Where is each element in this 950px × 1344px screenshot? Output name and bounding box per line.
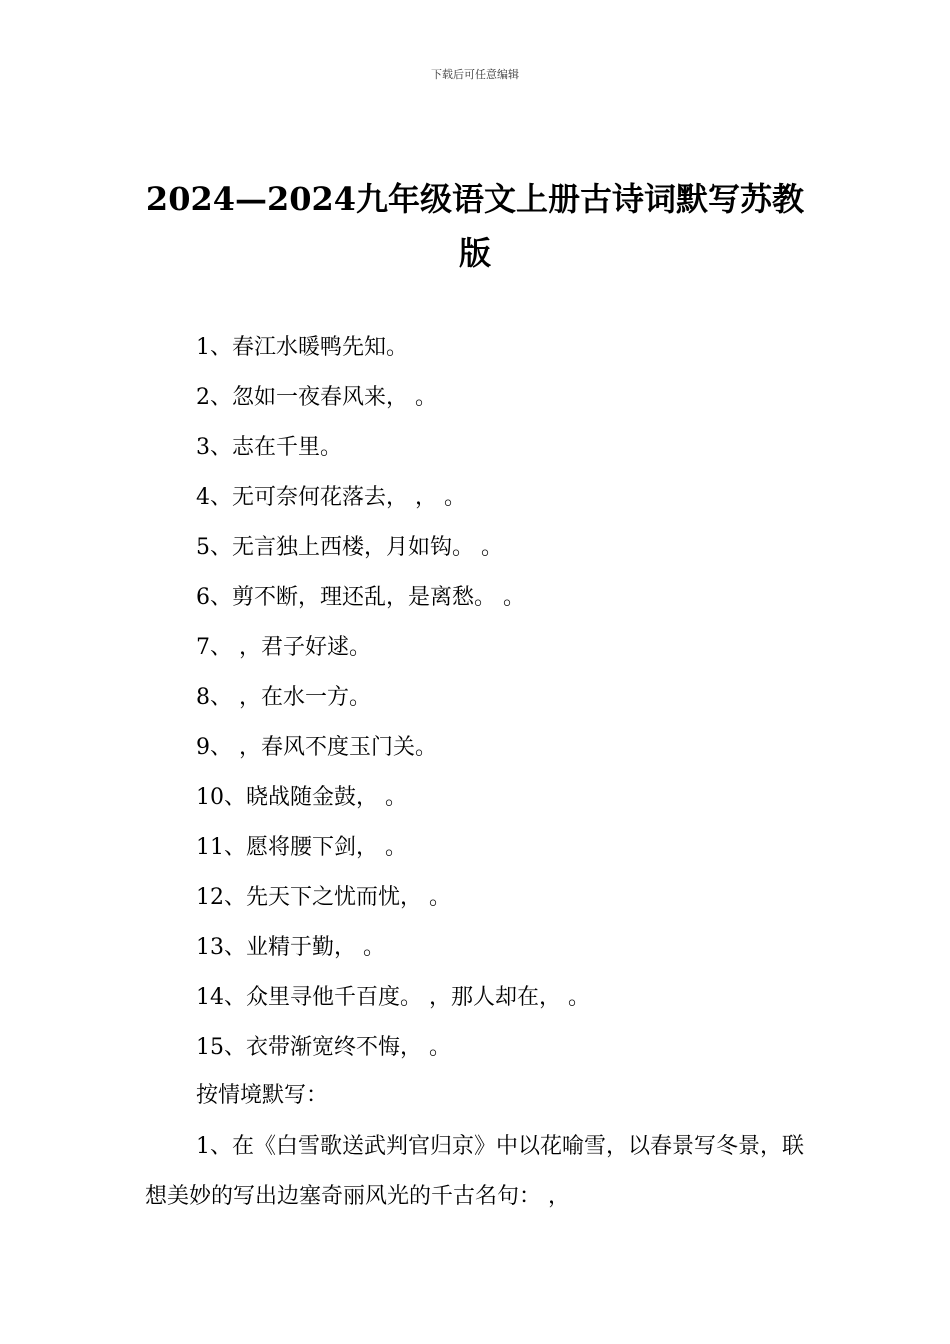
question-item: 9、 ，春风不度玉门关。 (196, 735, 437, 760)
question-item: 8、 ，在水一方。 (196, 685, 371, 710)
section-heading: 按情境默写： (196, 1083, 329, 1108)
document-title: 2024—2024九年级语文上册古诗词默写苏教版 (145, 180, 805, 272)
question-item: 3、志在千里。 (196, 435, 342, 460)
question-item: 15、衣带渐宽终不悔， 。 (196, 1035, 451, 1060)
question-item: 2、忽如一夜春风来， 。 (196, 385, 437, 410)
question-item: 13、业精于勤， 。 (196, 935, 385, 960)
situation-question: 1、在《白雪歌送武判官归京》中以花喻雪，以春景写冬景，联想美妙的写出边塞奇丽风光的千古名句： ， (145, 1134, 804, 1209)
question-item: 5、无言独上西楼，月如钩。 。 (196, 535, 503, 560)
question-list (196, 328, 816, 1078)
header-note: 下载后可任意编辑 (431, 68, 519, 81)
question-item: 14、众里寻他千百度。 ，那人却在， 。 (196, 985, 590, 1010)
question-item: 4、无可奈何花落去， ， 。 (196, 485, 466, 510)
question-item: 7、 ，君子好逑。 (196, 635, 371, 660)
question-item: 11、愿将腰下剑， 。 (196, 835, 407, 860)
question-item: 12、先天下之忧而忧， 。 (196, 885, 451, 910)
question-item: 1、春江水暖鸭先知。 (196, 335, 408, 360)
question-item: 6、剪不断，理还乱，是离愁。 。 (196, 585, 525, 610)
question-item: 10、晓战随金鼓， 。 (196, 785, 407, 810)
